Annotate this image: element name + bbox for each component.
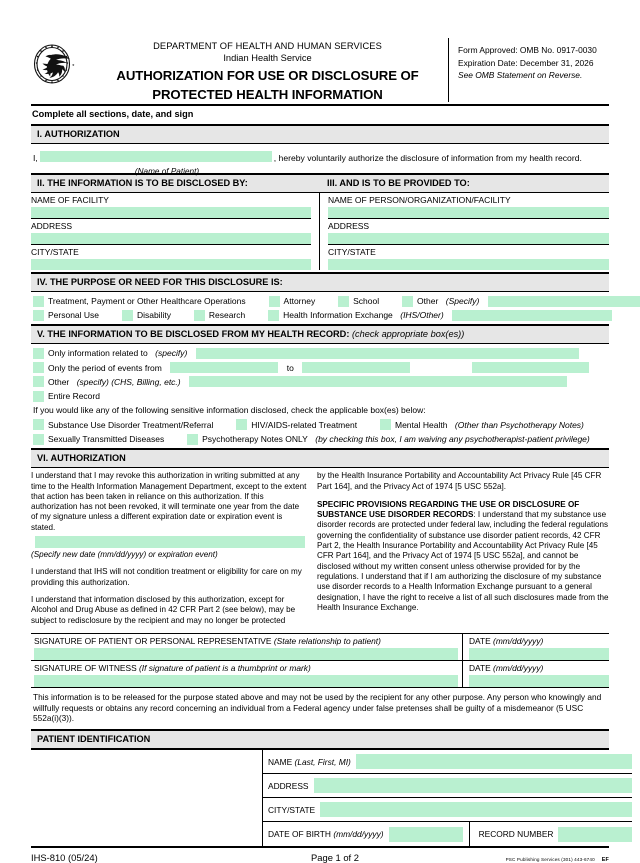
label-treatment-payment: Treatment, Payment or Other Healthcare Operations bbox=[48, 296, 246, 306]
note-other-purpose: (Specify) bbox=[445, 296, 480, 306]
patient-name-caption: (Name of Patient) bbox=[134, 167, 200, 176]
witness-signature-note: (If signature of patient is a thumbprint or mark) bbox=[139, 662, 311, 673]
sensitive-intro: If you would like any of the following sensitive information disclosed, check the applicable box(es) below: bbox=[33, 405, 426, 416]
other-record-field[interactable] bbox=[189, 376, 567, 387]
header-titles bbox=[93, 38, 448, 102]
patient-id-blank-area bbox=[31, 750, 263, 846]
recipient-name-label: NAME OF PERSON/ORGANIZATION/FACILITY bbox=[328, 195, 511, 205]
form-title-line2: PROTECTED HEALTH INFORMATION bbox=[152, 86, 383, 102]
patient-date-note: (mm/dd/yyyy) bbox=[493, 635, 544, 646]
section4-options bbox=[31, 292, 609, 324]
label-disability: Disability bbox=[136, 310, 171, 321]
checkbox-other-purpose[interactable] bbox=[402, 296, 413, 307]
patient-id-heading: PATIENT IDENTIFICATION bbox=[31, 731, 609, 748]
omb-approval: Form Approved: OMB No. 0917-0030 bbox=[458, 45, 597, 55]
witness-signature-label-text: SIGNATURE OF WITNESS bbox=[34, 662, 137, 673]
section2-fields bbox=[31, 193, 320, 270]
recipient-name-row bbox=[328, 193, 609, 218]
facility-address-label: ADDRESS bbox=[31, 221, 73, 231]
patient-name-field[interactable] bbox=[40, 151, 272, 162]
note-only-related: (specify) bbox=[155, 348, 188, 359]
label-only-related: Only information related to bbox=[48, 348, 148, 359]
pid-dob-field[interactable] bbox=[389, 827, 463, 842]
only-related-field[interactable] bbox=[196, 348, 579, 359]
witness-date-field[interactable] bbox=[469, 675, 609, 687]
pid-dob-row bbox=[263, 822, 632, 846]
facility-name-field[interactable] bbox=[31, 207, 311, 218]
period-tail-field[interactable] bbox=[472, 362, 589, 373]
section5-heading-note: (check appropriate box(es)) bbox=[351, 329, 465, 340]
witness-date-label bbox=[469, 663, 609, 674]
sensitive-row-2 bbox=[33, 432, 609, 446]
hie-field[interactable] bbox=[452, 310, 612, 321]
publisher-credit bbox=[439, 857, 609, 863]
omb-expiration: Expiration Date: December 31, 2026 bbox=[458, 57, 594, 68]
recipient-citystate-label: CITY/STATE bbox=[328, 247, 376, 257]
pid-record-field[interactable] bbox=[558, 827, 632, 842]
pid-address-label: ADDRESS bbox=[268, 780, 309, 791]
checkbox-attorney[interactable] bbox=[269, 296, 280, 307]
patient-date-label-text: DATE bbox=[469, 635, 491, 646]
checkbox-personal-use[interactable] bbox=[33, 310, 44, 321]
witness-signature-field[interactable] bbox=[34, 675, 458, 687]
pid-address-row bbox=[263, 774, 632, 798]
label-entire-record: Entire Record bbox=[48, 391, 100, 402]
other-purpose-field[interactable] bbox=[488, 296, 640, 307]
pid-citystate-field[interactable] bbox=[320, 802, 632, 817]
form-sheet bbox=[31, 38, 609, 863]
label-other-purpose: Other bbox=[417, 296, 439, 306]
label-personal-use: Personal Use bbox=[48, 310, 100, 321]
period-from-field[interactable] bbox=[170, 362, 278, 373]
agency-name: DEPARTMENT OF HEALTH AND HUMAN SERVICES bbox=[153, 41, 382, 51]
pid-citystate-label: CITY/STATE bbox=[268, 804, 316, 815]
form-number: IHS-810 (05/24) bbox=[31, 852, 98, 863]
recipient-citystate-row bbox=[328, 245, 609, 270]
record-option-related bbox=[33, 346, 609, 360]
label-mental-health: Mental Health bbox=[395, 419, 448, 430]
record-option-period bbox=[33, 361, 609, 375]
checkbox-hie[interactable] bbox=[268, 310, 279, 321]
section1-heading: I. AUTHORIZATION bbox=[31, 126, 609, 143]
checkbox-psychotherapy-notes[interactable] bbox=[187, 434, 198, 445]
hhs-seal-icon bbox=[31, 38, 93, 91]
facility-name-label: NAME OF FACILITY bbox=[31, 195, 109, 205]
patient-date-label bbox=[469, 636, 609, 647]
section23-headings bbox=[31, 175, 609, 192]
checkbox-school[interactable] bbox=[338, 296, 349, 307]
pid-name-row bbox=[263, 750, 632, 774]
label-school: School bbox=[353, 296, 380, 306]
note-hie: (IHS/Other) bbox=[400, 310, 444, 321]
record-option-other bbox=[33, 375, 609, 389]
witness-signature-label bbox=[34, 663, 458, 674]
section3-fields bbox=[320, 193, 609, 270]
facility-name-row bbox=[31, 193, 311, 218]
recipient-address-label: ADDRESS bbox=[328, 221, 370, 231]
release-disclaimer: This information is to be released for the purpose stated above and may not be used by the recipient for any other purpose. Any person who knowingly and willfully requests or obtains any record concerning an individual from a Federal agency under false pretenses shall be guilty of a misdemeanor (5 USC 552a(i)(3)). bbox=[33, 691, 602, 724]
pid-name-label bbox=[268, 757, 351, 767]
sensitive-row-1 bbox=[33, 418, 609, 432]
form-header bbox=[31, 38, 609, 104]
checkbox-disability[interactable] bbox=[122, 310, 133, 321]
section1-body bbox=[31, 144, 609, 176]
checkbox-substance-use[interactable] bbox=[33, 419, 44, 430]
patient-identification-block bbox=[31, 749, 609, 846]
pid-address-field[interactable] bbox=[314, 778, 633, 793]
patient-date-cell bbox=[463, 634, 609, 660]
patient-signature-label bbox=[34, 636, 458, 647]
label-research: Research bbox=[208, 310, 246, 321]
label-period-to: to bbox=[286, 362, 294, 373]
pid-dob-label bbox=[268, 829, 384, 839]
pid-name-note: (Last, First, MI) bbox=[294, 756, 351, 767]
pid-citystate-row bbox=[263, 798, 632, 822]
patient-signature-cell bbox=[31, 634, 463, 660]
section6-heading: VI. AUTHORIZATION bbox=[31, 450, 609, 467]
pid-dob-note: (mm/dd/yyyy) bbox=[333, 829, 384, 840]
section5-heading bbox=[31, 326, 609, 343]
patient-signature-field[interactable] bbox=[34, 648, 458, 660]
hipaa-continuation-paragraph: by the Health Insurance Portability and Accountability Act Privacy Rule [45 CFR Part 164], and the Privacy Act of 1974 [5 USC 552a]. bbox=[317, 471, 602, 491]
label-period-events: Only the period of events from bbox=[48, 362, 162, 373]
signature-row-witness bbox=[31, 660, 609, 687]
note-other-record: (specify) (CHS, Billing, etc.) bbox=[76, 376, 181, 387]
checkbox-mental-health[interactable] bbox=[380, 419, 391, 430]
recipient-citystate-field[interactable] bbox=[328, 259, 609, 270]
checkbox-only-related[interactable] bbox=[33, 348, 44, 359]
omb-statement: See OMB Statement on Reverse. bbox=[458, 70, 583, 81]
purpose-row-2 bbox=[33, 308, 609, 322]
publisher-name: PSC Publishing Services (301) 443-6740 bbox=[505, 857, 595, 863]
patient-id-fields bbox=[263, 750, 632, 846]
label-substance-use: Substance Use Disorder Treatment/Referral bbox=[48, 419, 214, 430]
pid-name-field[interactable] bbox=[356, 754, 633, 769]
substance-use-heading: SPECIFIC PROVISIONS REGARDING THE USE OR DISCLOSURE OF SUBSTANCE USE DISORDER RECORDS bbox=[317, 499, 580, 520]
checkbox-research[interactable] bbox=[194, 310, 205, 321]
checkbox-period-events[interactable] bbox=[33, 362, 44, 373]
note-psychotherapy-notes: (by checking this box, I am waiving any psychotherapist-patient privilege) bbox=[315, 434, 590, 445]
checkbox-entire-record[interactable] bbox=[33, 391, 44, 402]
section1-trailing: , hereby voluntarily authorize the disclosure of information from my health record. bbox=[273, 153, 582, 163]
label-hiv-aids: HIV/AIDS-related Treatment bbox=[251, 419, 358, 430]
checkbox-hiv-aids[interactable] bbox=[236, 419, 247, 430]
pid-dob-label-text: DATE OF BIRTH bbox=[268, 829, 331, 840]
expiration-caption: (Specify new date (mm/dd/yyyy) or expiration event) bbox=[31, 550, 218, 560]
section6-body bbox=[31, 468, 609, 633]
recipient-address-row bbox=[328, 219, 609, 244]
recipient-name-field[interactable] bbox=[328, 207, 609, 218]
section5-options bbox=[31, 344, 609, 448]
section4-heading: IV. THE PURPOSE OR NEED FOR THIS DISCLOSURE IS: bbox=[31, 274, 609, 291]
checkbox-other-record[interactable] bbox=[33, 376, 44, 387]
witness-signature-cell bbox=[31, 661, 463, 687]
label-hie: Health Information Exchange bbox=[283, 310, 393, 321]
witness-date-cell bbox=[463, 661, 609, 687]
checkbox-treatment-payment[interactable] bbox=[33, 296, 44, 307]
patient-signature-label-text: SIGNATURE OF PATIENT OR PERSONAL REPRESENTATIVE bbox=[34, 635, 272, 646]
substance-use-text: : I understand that my substance use disorder records are protected under federal law, including the federal regulations governing the confidentiality of substance use disorder patient records, 42 CFR Part 2, the Health Insurance Portability and Accountability Act Privacy Rule [45 CFR Part 164], and the Privacy Act of 1974 [5 USC 552a], and cannot be disclosed without my written consent unless otherwise provided for by the regulations. I understand that if I am authorizing the disclosure of my substance use disorder records to a Health Information Exchange pursuant to a general designation, I have the right to receive a list of all such disclosures made from the Health Insurance Exchange. bbox=[317, 510, 609, 612]
omb-block bbox=[448, 38, 609, 102]
facility-citystate-label: CITY/STATE bbox=[31, 247, 79, 257]
note-mental-health: (Other than Psychotherapy Notes) bbox=[454, 419, 584, 430]
page-number: Page 1 of 2 bbox=[311, 852, 359, 863]
section6-right-column bbox=[317, 471, 609, 633]
section23-body bbox=[31, 193, 609, 270]
patient-date-field[interactable] bbox=[469, 648, 609, 660]
redisclosure-paragraph: I understand that information disclosed by this authorization, except for Alcohol and Drug Abuse as defined in 42 CFR Part 2 (see below), may be subject to redisclosure by the recipient and may no longer be protected bbox=[31, 594, 296, 625]
record-option-entire bbox=[33, 389, 609, 403]
signature-row-patient bbox=[31, 633, 609, 660]
label-other-record: Other bbox=[48, 376, 70, 387]
label-std: Sexually Transmitted Diseases bbox=[48, 434, 165, 445]
section1-lead: I, bbox=[33, 153, 38, 163]
section5-heading-text: V. THE INFORMATION TO BE DISCLOSED FROM MY HEALTH RECORD: bbox=[37, 329, 350, 340]
service-name: Indian Health Service bbox=[223, 53, 312, 63]
pid-name-label-text: NAME bbox=[268, 756, 293, 767]
substance-use-provisions-paragraph bbox=[317, 500, 609, 613]
witness-date-note: (mm/dd/yyyy) bbox=[493, 662, 544, 673]
form-title-line1: AUTHORIZATION FOR USE OR DISCLOSURE OF bbox=[116, 68, 419, 83]
section3-heading: III. AND IS TO BE PROVIDED TO: bbox=[320, 175, 609, 192]
form-footer bbox=[31, 848, 609, 863]
period-to-field[interactable] bbox=[302, 362, 410, 373]
pid-record-label: RECORD NUMBER bbox=[478, 829, 554, 840]
section6-left-column bbox=[31, 471, 317, 633]
instruction-text: Complete all sections, date, and sign bbox=[32, 109, 194, 119]
facility-citystate-row bbox=[31, 245, 311, 270]
label-attorney: Attorney bbox=[283, 296, 316, 306]
expiration-date-field[interactable] bbox=[35, 536, 305, 548]
pid-divider bbox=[469, 822, 470, 846]
patient-signature-note: (State relationship to patient) bbox=[273, 635, 381, 646]
revocation-paragraph: I understand that I may revoke this authorization in writing submitted at any time to the Health Information Management Department, except to the extent that action has been taken in reliance on this authorization. If this authorization has not been revoked, it will terminate one year from the date of my signature unless a different expiration date or expiration event is stated. bbox=[31, 471, 307, 532]
checkbox-std[interactable] bbox=[33, 434, 44, 445]
no-condition-paragraph: I understand that IHS will not condition treatment or eligibility for care on my providing this authorization. bbox=[31, 567, 302, 587]
section2-heading: II. THE INFORMATION IS TO BE DISCLOSED BY: bbox=[31, 175, 320, 192]
facility-address-row bbox=[31, 219, 311, 244]
facility-address-field[interactable] bbox=[31, 233, 311, 244]
publisher-initials: EF bbox=[601, 857, 609, 863]
recipient-address-field[interactable] bbox=[328, 233, 609, 244]
facility-citystate-field[interactable] bbox=[31, 259, 311, 270]
label-psychotherapy-notes: Psychotherapy Notes ONLY bbox=[202, 434, 308, 445]
witness-date-label-text: DATE bbox=[469, 662, 491, 673]
